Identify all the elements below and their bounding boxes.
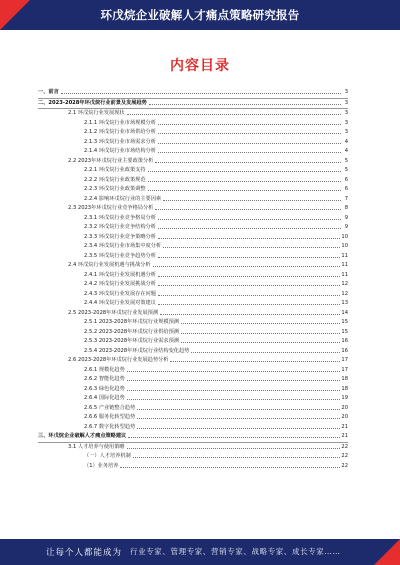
toc-dot-leader [148,190,341,191]
toc-page-number: 3 [344,89,348,95]
toc-entry[interactable] [38,337,348,347]
toc-dot-leader [191,352,340,353]
toc-entry-text: 三、环戊烷企业破解人才痛点策略建议 [38,433,127,439]
toc-dot-leader [127,448,341,449]
header-banner [0,0,400,30]
toc-page-number: 17 [341,366,348,373]
toc-page-number: 20 [341,404,348,411]
toc-dot-leader [127,390,341,391]
toc-entry-text: 2.6.4 国际化趋势 [84,395,125,401]
toc-dot-leader [163,200,341,201]
toc-entry-text: 2.6.5 产业链整合趋势 [84,404,136,411]
toc-dot-leader [127,114,341,115]
toc-dot-leader [128,437,340,438]
toc-page-number: 10 [341,243,348,249]
toc-page-number: 3 [344,110,348,116]
toc-entry-text: 2.2.1 环戊烷行业政策支持 [84,167,146,173]
toc-page-number: 18 [341,376,348,382]
toc-dot-leader [181,333,340,334]
toc-dot-leader [181,342,340,343]
toc-entry-text: 3.1 人才培养与使用策略 [68,443,125,450]
toc-dot-leader [158,295,340,296]
toc-page-number: 9 [344,224,348,230]
toc-page-number: 6 [344,186,348,192]
toc-entry[interactable] [38,318,348,328]
footer-slogan: 让每个人都能成为 [46,548,123,558]
toc-dot-leader [170,361,340,362]
toc-dot-leader [158,133,341,134]
toc-entry[interactable] [38,347,348,357]
toc-page-number: 10 [341,233,348,240]
toc-entry-text: 2.1.2 环戊烷行业市场供给分析 [84,129,156,135]
toc-dot-leader [148,171,341,172]
toc-entry-text: 2.3.3 环戊烷行业竞争策略分析 [84,233,156,240]
toc-entry-text: 2.4.3 环戊烷行业发展存在问题 [84,290,156,297]
toc-entry[interactable] [38,394,348,404]
toc-entry[interactable] [38,385,348,395]
toc-dot-leader [153,266,341,267]
toc-page-number: 21 [341,433,348,439]
toc-entry[interactable] [38,252,348,262]
toc-entry[interactable] [38,138,348,148]
toc-entry[interactable] [38,261,348,271]
toc-dot-leader [158,219,341,220]
toc-entry[interactable] [38,413,348,423]
toc-entry-text: 二、2023-2028年环戊烷行业前景及发展趋势 [38,99,147,106]
toc-page-number: 15 [341,319,348,325]
toc-entry-text: 2.1.4 环戊烷行业市场结构分析 [84,148,156,154]
toc-entry[interactable] [38,404,348,414]
toc-dot-leader [137,428,340,429]
toc-entry-text: 2.2.4 影响环戊烷行业的主要因素 [84,195,162,202]
toc-dot-leader [158,143,341,144]
toc-dot-leader [120,467,340,468]
toc-entry-text: 2.6.3 绿色化趋势 [84,385,125,392]
toc-entry[interactable] [38,223,348,233]
toc-entry[interactable] [38,166,348,176]
toc-dot-leader [148,181,341,182]
toc-entry-text: 2.5.3 2023-2028年环戊烷行业需求预测 [84,338,179,344]
toc-entry-text: 2.1.3 环戊烷行业市场需求分析 [84,138,156,145]
toc-dot-leader [181,323,340,324]
toc-entry-text: 2.4.4 环戊烷行业发展对策建议 [84,300,156,306]
toc-page-number: 12 [341,290,348,297]
toc-dot-leader [158,257,340,258]
toc-page-number: 8 [344,205,348,211]
toc-dot-leader [61,93,341,94]
toc-entry[interactable] [38,299,348,309]
toc-dot-leader [158,285,340,286]
toc-page-number: 3 [344,129,348,135]
toc-entry[interactable] [38,157,348,167]
toc-entry-text: 2.3.5 环戊烷行业竞争趋势分析 [84,252,156,259]
toc-entry[interactable] [38,356,348,366]
toc-page-number: 4 [344,148,348,154]
toc-entry[interactable] [38,214,348,224]
toc-page-number: 21 [341,423,348,430]
toc-entry-text: 2.3 2023年环戊烷行业竞争格局分析 [68,205,154,211]
toc-entry-text: 一、前言 [38,89,59,95]
toc-dot-leader [158,304,340,305]
toc-page-number: 15 [341,328,348,335]
toc-dot-leader [127,380,341,381]
table-of-contents [38,88,348,471]
toc-page-number: 22 [341,462,348,469]
toc-entry[interactable] [38,99,348,110]
footer-banner [0,539,400,565]
toc-page-number: 3 [344,119,348,126]
toc-page-number: 20 [341,414,348,420]
toc-dot-leader [158,228,341,229]
toc-entry-text: 2.3.4 环戊烷行业市场集中度分析 [84,243,162,249]
toc-entry[interactable] [38,204,348,214]
toc-entry[interactable] [38,462,348,472]
toc-page-number: 12 [341,281,348,287]
toc-page-number: 6 [344,176,348,183]
toc-page-number: 11 [341,271,348,278]
toc-entry-text: 2.4.1 环戊烷行业发展机遇分析 [84,271,156,278]
toc-entry-text: 2.2.3 环戊烷行业政策调整 [84,186,146,192]
toc-page-number: 16 [341,338,348,344]
toc-dot-leader [127,399,341,400]
toc-entry-text: 2.1 环戊烷行业发展现状 [68,110,125,116]
toc-entry-text: 2.5.2 2023-2028年环戊烷行业供给预测 [84,328,179,335]
toc-dot-leader [158,276,340,277]
footer-corner-accent [374,539,400,565]
toc-entry-text: （1）业务培养 [84,462,119,469]
toc-page-number: 18 [341,385,348,392]
toc-entry[interactable] [38,119,348,129]
toc-page-number: 22 [341,453,348,459]
toc-dot-leader [127,371,341,372]
toc-page-number: 11 [341,252,348,259]
toc-entry[interactable] [38,366,348,376]
toc-entry-text: 2.6.1 规模化趋势 [84,366,125,373]
toc-dot-leader [160,314,340,315]
toc-page-number: 22 [341,443,348,450]
toc-entry-text: 2.6 2023-2028年环戊烷行业发展趋势分析 [68,357,169,363]
toc-dot-leader [158,152,341,153]
toc-entry-text: 2.5.1 2023-2028年环戊烷行业规模预测 [84,319,179,325]
toc-dot-leader [163,247,340,248]
toc-entry[interactable] [38,242,348,252]
toc-entry[interactable] [38,328,348,338]
toc-entry-text: 2.4.2 环戊烷行业发展挑战分析 [84,281,156,287]
toc-entry[interactable] [38,452,348,462]
toc-entry[interactable] [38,147,348,157]
toc-entry-text: 2.3.2 环戊烷行业竞争结构分析 [84,224,156,230]
toc-entry[interactable] [38,233,348,243]
toc-page-number: 7 [344,195,348,202]
toc-dot-leader [155,209,341,210]
toc-entry-text: （一）人才培养机制 [84,453,131,459]
toc-page-number: 13 [341,300,348,306]
toc-entry-text: 2.6.2 智能化趋势 [84,376,125,382]
toc-entry-text: 2.3.1 环戊烷行业竞争格局分析 [84,214,156,221]
toc-entry[interactable] [38,195,348,205]
toc-heading: 内容目录 [170,58,230,74]
toc-entry-text: 2.5 2023-2028年环戊烷行业发展预测 [68,309,159,316]
toc-page-number: 11 [341,262,348,268]
toc-entry-text: 2.4 环戊烷行业发展机遇与挑战分析 [68,262,151,268]
toc-page-number: 17 [341,357,348,363]
toc-entry-text: 2.5.4 2023-2028年环戊烷行业结构变化趋势 [84,347,190,354]
toc-dot-leader [158,124,341,125]
toc-entry-text: 2.2 2023年环戊烷行业主要政策分析 [68,157,154,164]
toc-page-number: 9 [344,214,348,221]
toc-entry[interactable] [38,423,348,433]
toc-dot-leader [137,418,340,419]
toc-entry[interactable] [38,88,348,99]
toc-entry[interactable] [38,443,348,453]
toc-entry[interactable] [38,109,348,119]
toc-entry[interactable] [38,309,348,319]
toc-page-number: 5 [344,167,348,173]
toc-entry[interactable] [38,185,348,195]
toc-entry-text: 2.1.1 环戊烷行业市场规模分析 [84,119,156,126]
toc-entry[interactable] [38,375,348,385]
toc-dot-leader [155,162,341,163]
toc-page-number: 3 [344,99,348,106]
toc-dot-leader [158,238,340,239]
toc-dot-leader [137,409,340,410]
toc-page-number: 5 [344,157,348,164]
toc-entry[interactable] [38,128,348,138]
report-title: 环戊烷企业破解人才痛点策略研究报告 [100,8,300,22]
toc-page-number: 16 [341,347,348,354]
toc-page-number: 19 [341,395,348,401]
footer-roles: 行业专家、管理专家、营销专家、战略专家、成长专家…… [130,547,341,556]
toc-entry[interactable] [38,271,348,281]
toc-entry[interactable] [38,176,348,186]
toc-dot-leader [149,104,341,105]
toc-page-number: 14 [341,309,348,316]
toc-entry[interactable] [38,280,348,290]
toc-page-number: 4 [344,138,348,145]
toc-entry-text: 2.6.6 服务化转型趋势 [84,414,136,420]
toc-entry[interactable] [38,432,348,443]
toc-entry[interactable] [38,290,348,300]
toc-entry-text: 2.2.2 环戊烷行业政策规范 [84,176,146,183]
toc-dot-leader [133,457,341,458]
toc-entry-text: 2.6.7 数字化转型趋势 [84,423,136,430]
